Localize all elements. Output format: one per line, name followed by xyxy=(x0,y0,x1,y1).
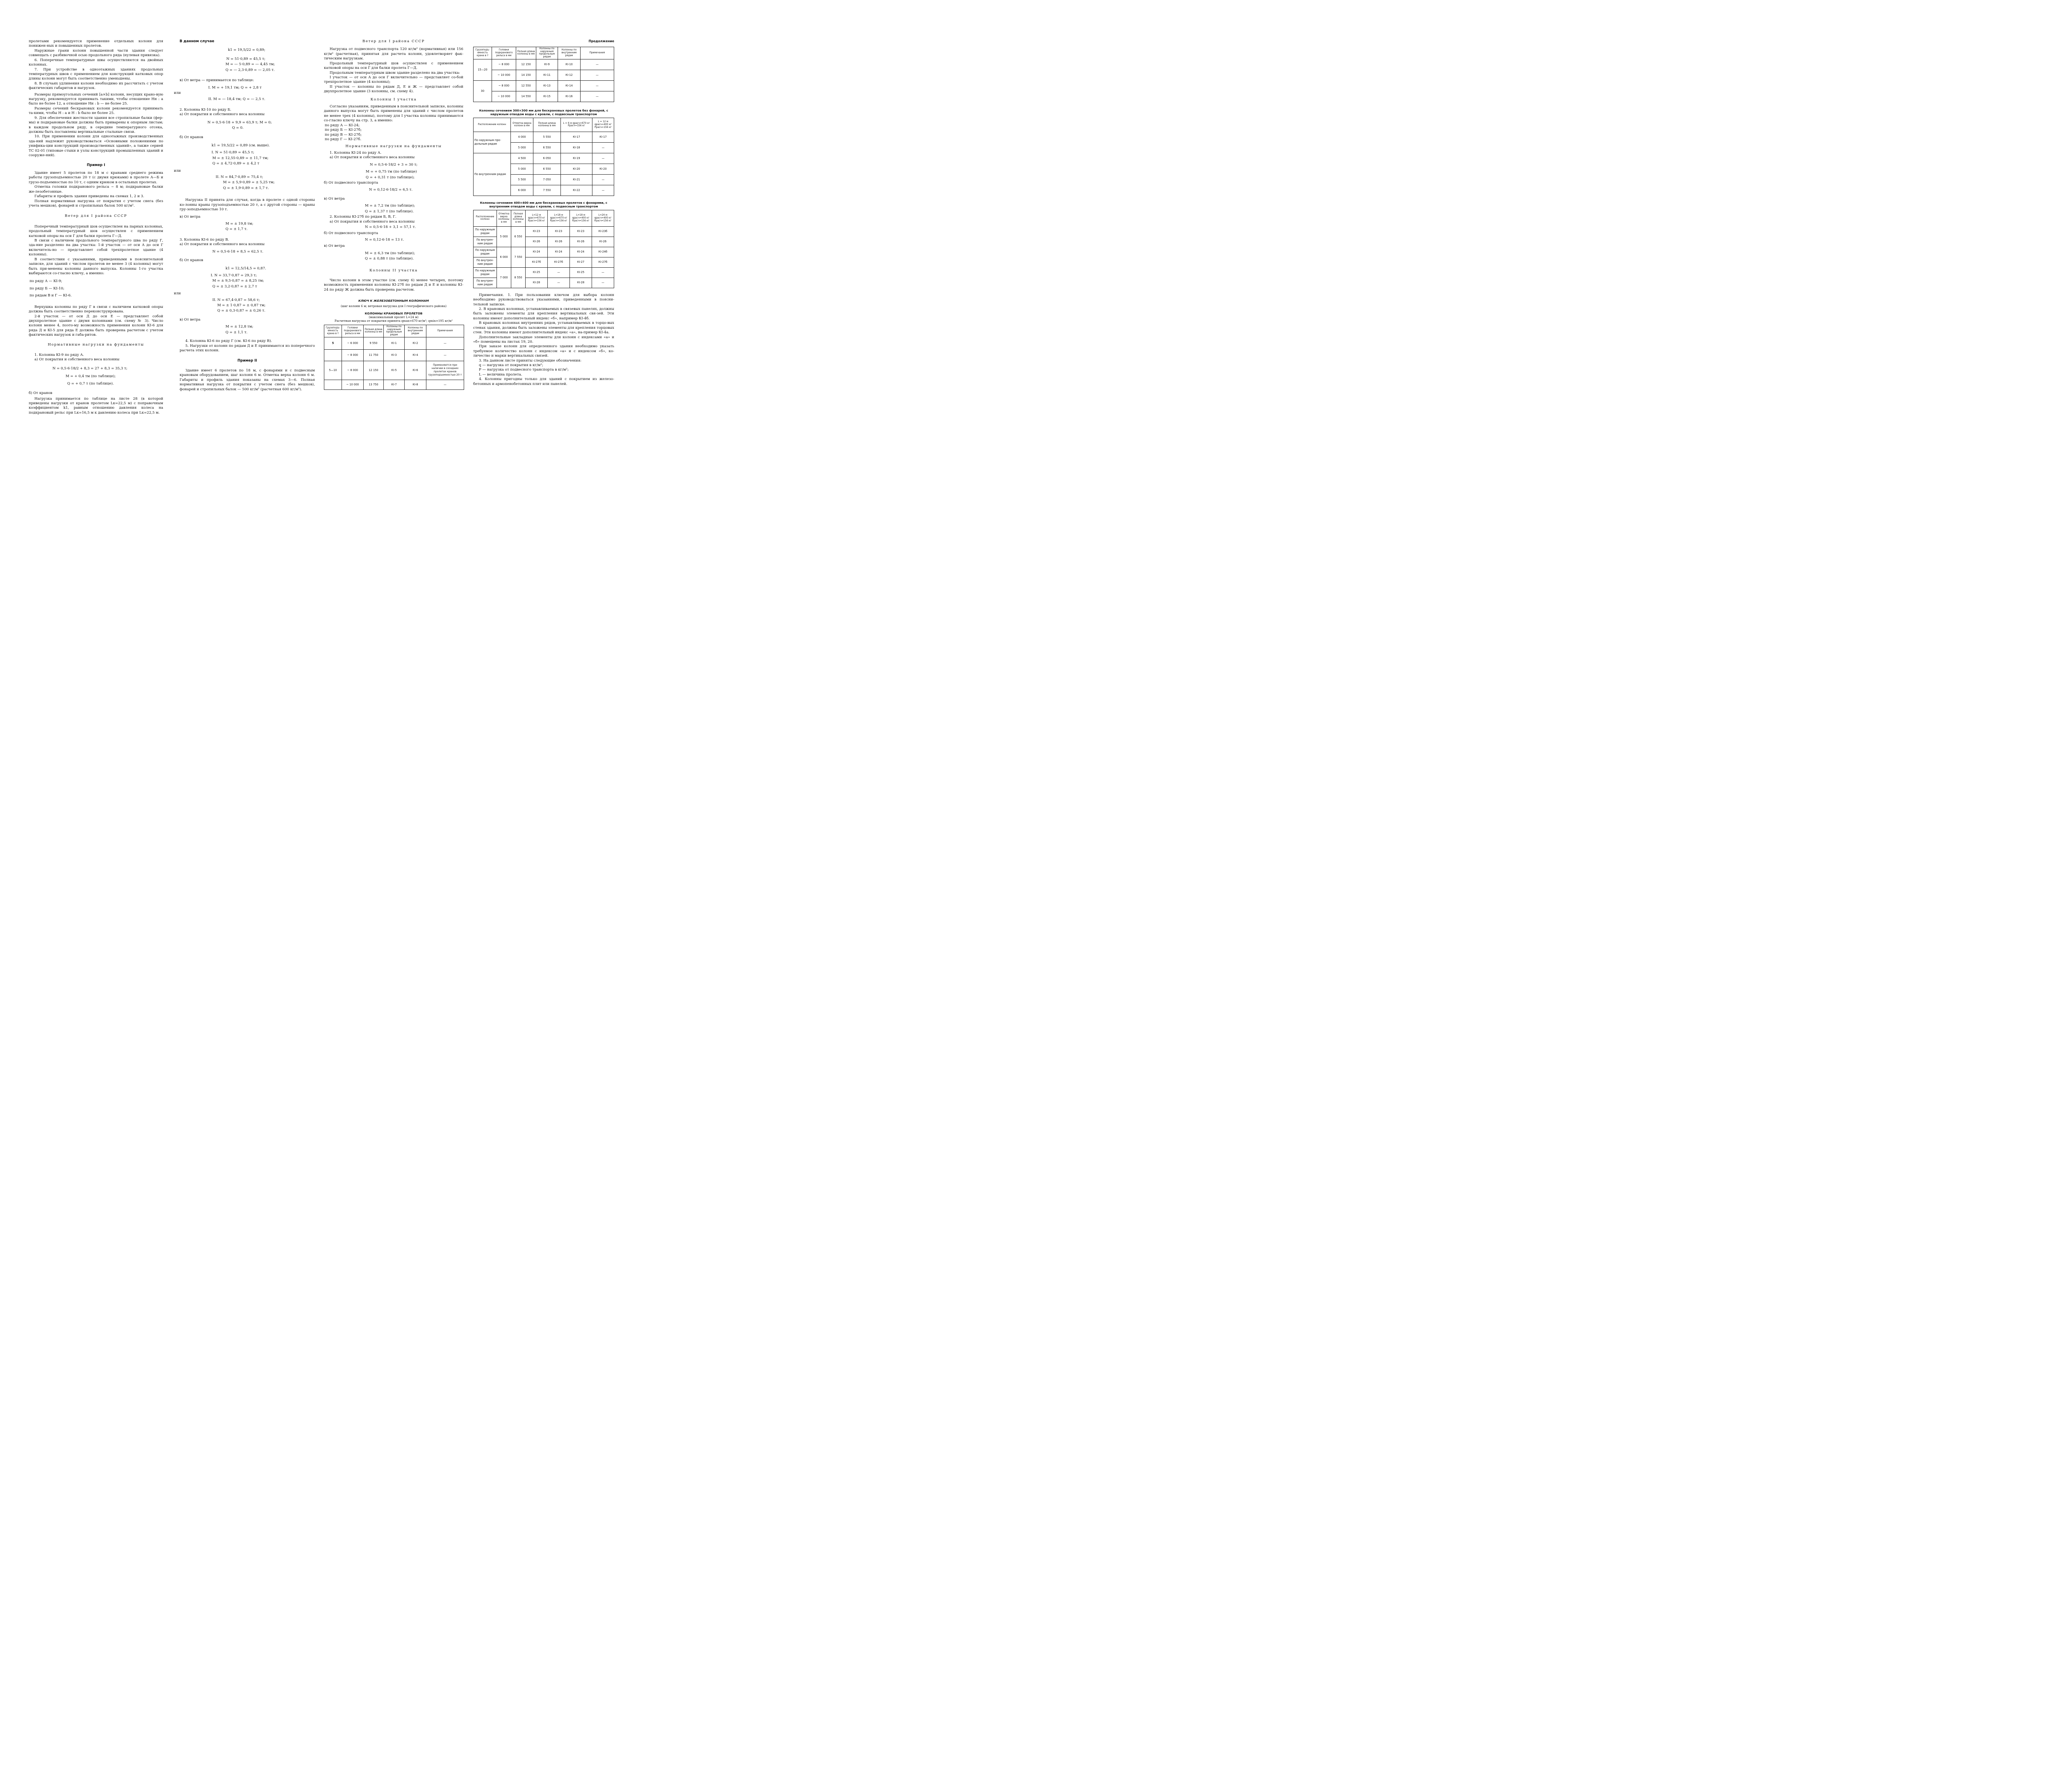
column-1 xyxy=(29,39,163,415)
paragraph: 6. Поперечные температурные швы осуществляются на двойных колоннах. xyxy=(29,58,163,67)
table-cell: По наружным про-дольным рядам xyxy=(474,132,511,153)
column-header: Отметка верха колонн в мм xyxy=(511,118,533,132)
table-row xyxy=(474,59,614,70)
table-cell: 14 150 xyxy=(516,70,536,80)
note: 4. Колонны пригодны только для зданий с покрытием из железо-бетонных и армопенобетонных плит или панелей. xyxy=(473,377,614,386)
column-header: Колонны по внутренним рядам xyxy=(405,325,426,337)
table-cell: КI-6 xyxy=(405,361,426,380)
table-cell: 15—20 xyxy=(474,59,492,80)
table-cell: — xyxy=(581,80,614,91)
table-cell: КI-26 xyxy=(526,237,548,247)
sub-heading: б) От подвесного транспорта xyxy=(324,180,378,185)
table-cell: ~ 8 000 xyxy=(492,59,516,70)
column-header: Головки подкранового рельса в мм xyxy=(492,47,516,59)
table-cell: 6 000 xyxy=(511,185,533,196)
table-cell: ~ 8 000 xyxy=(342,349,364,361)
sub-heading: б) От кранов xyxy=(180,135,203,140)
table-cell: — xyxy=(592,142,614,153)
formula: Q = ± 4,72·0,89 = ± 4,2 т xyxy=(212,162,260,166)
table-cell: КI-20 xyxy=(592,164,614,174)
wind-heading: Ветер для I района СССР xyxy=(65,214,127,219)
table-cell: — xyxy=(592,267,614,278)
or-label: или xyxy=(174,91,181,95)
or-label: или xyxy=(174,168,181,173)
table-cell xyxy=(324,349,342,361)
table-cell: КI-26 xyxy=(592,237,614,247)
column-header: Головки подкранового рельса в мм xyxy=(342,325,364,337)
table-cell: 5 000 xyxy=(511,164,533,174)
column-2 xyxy=(174,39,315,392)
sub-heading: б) От кранов xyxy=(180,258,203,263)
formula: M = + 0,75 тм (по таблице) xyxy=(366,170,417,174)
formula: Q = 0. xyxy=(232,126,244,130)
row-assignment: по ряду Б — КI-10; xyxy=(30,286,64,291)
table-row xyxy=(474,70,614,80)
table-cell: По внутрен-ним рядам xyxy=(474,278,497,288)
table-cell: КI-27б xyxy=(526,257,548,267)
formula: I. N = 33,7·0,87 = 29,3 т; xyxy=(211,273,257,278)
table-cell: КI-24б xyxy=(592,247,614,257)
row-assignment: по ряду А — КI-9; xyxy=(30,279,62,284)
note: Дополнительные закладные элементы для колонн с индексами «а» и «б» помещены на листах 19, 20. xyxy=(473,335,614,344)
table-caption: Колонны сечением 400×400 мм для бескрановых пролетов с фонарями, с внутренним отводом воды с кровли, с подвесным транспортом xyxy=(480,200,608,208)
table-row xyxy=(474,153,614,164)
table-cell: — xyxy=(592,153,614,164)
column-header: L = 12 м qрасч=400 кг Pрасч=156 кг xyxy=(592,118,614,132)
column-header: Примечания xyxy=(426,325,464,337)
paragraph: II участок — колонны по рядам Д, Е и Ж — представляет собой двухпролетное здание (3 колонны, см. схему 4). xyxy=(324,84,463,94)
table-cell: КI-28 xyxy=(570,278,592,288)
sub-heading: в) От ветра xyxy=(180,317,200,322)
table-cell: КI-7 xyxy=(384,380,405,389)
paragraph: 5. Нагрузки от колонн по рядам Д и Е принимаются из поперечного расчета этих колонн. xyxy=(180,344,315,353)
table-cell: 5—10 xyxy=(324,361,342,380)
table-cell: ~ 10 000 xyxy=(492,70,516,80)
craneless-400-table xyxy=(473,210,614,288)
paragraph: I участок — от оси А до оси Г включительно — представляет со-бой трехпролетное здание (4 колонны); xyxy=(324,75,463,84)
column-header: L = 6 м qрасч=670 кг Pрасч=156 кг xyxy=(561,118,592,132)
table-cell: КI-1 xyxy=(384,337,405,349)
formula: Q = ± 1,7 т. xyxy=(226,227,248,232)
wind-heading: Ветер для I района СССР xyxy=(362,39,425,43)
paragraph: Полная нормативная нагрузка от покрытия с учетом снега (без учета мешков), фонарей и стропильных балок 500 кг/м². xyxy=(29,199,163,208)
column-header: Колонны по внутренним рядам xyxy=(558,47,581,59)
crane-table-title: КОЛОННЫ КРАНОВЫХ ПРОЛЕТОВ xyxy=(364,311,423,315)
table-cell: КI-8 xyxy=(405,380,426,389)
paragraph: 1. Колонна КI-24 по ряду А. xyxy=(330,150,382,155)
paragraph: Отметка головки подкранового рельса ~ 8 м; подкрановые балки же-лезобетонные. xyxy=(29,185,163,194)
formula: Q = — 2,3·0,89 = — 2,05 т. xyxy=(226,68,275,72)
table-cell: ~ 10 000 xyxy=(492,91,516,102)
table-cell: 6 000 xyxy=(497,247,511,267)
table-cell: КI-28 xyxy=(526,278,548,288)
table-cell: КI-23б xyxy=(592,226,614,237)
table-cell: КI-12 xyxy=(558,70,581,80)
paragraph: а) От покрытия и собственного веса колонны xyxy=(34,357,120,362)
table-row xyxy=(324,349,464,361)
formula: M = — 5·0,89 = — 4,45 тм; xyxy=(226,62,275,67)
formula: N = 0,5·6·18 + 3,1 = 57,1 т. xyxy=(365,225,416,229)
table-cell: КI-27б xyxy=(592,257,614,267)
row-assignment: по ряду А — КI-24; xyxy=(325,123,360,128)
formula: N = 0,5·6·18/2 + 3 = 30 т; xyxy=(370,162,418,167)
note: L — величина пролета. xyxy=(479,372,522,377)
table-row xyxy=(474,257,614,267)
table-cell: КI-4 xyxy=(405,349,426,361)
table-row xyxy=(474,267,614,278)
table-cell: По внутрен-ним рядам xyxy=(474,237,497,247)
column-header: L=18 м qрасч=400 кг Pрасч=156 кг xyxy=(570,210,592,226)
row-assignment: по ряду В — КI-27б; xyxy=(325,132,362,137)
table-cell: КI-24 xyxy=(570,247,592,257)
note: При заказе колонн для определенного здания необходимо указать требуемое количество колонн с индексом «а» и с индексом «б», ко-личество и марки вертикальных связей. xyxy=(473,344,614,358)
table-cell: — xyxy=(592,185,614,196)
formula: I. N = 51·0,89 = 45,5 т; xyxy=(212,150,255,155)
formula: Q = ± 1,1 т. xyxy=(226,330,248,335)
paragraph: Размеры прямоугольных сечений [a×b] колонн, несущих крано-вую нагрузку, рекомендуется принимать такими, чтобы отношение Hн : a было не более 12, а отношение Hн : b — не более 25. xyxy=(29,92,163,106)
paragraph: 7. При устройстве в одноэтажных зданиях продольных температурных швов с применением для конструкций катковых опор длины колонн могут быть соответственно уменьшены. xyxy=(29,67,163,81)
column-header: Полная длина колонны в мм xyxy=(511,210,526,226)
sub-heading: 2. Колонна КI-10 по ряду Б. xyxy=(180,107,231,112)
table-row xyxy=(474,132,614,142)
note: q — нагрузка от покрытия в кг/м²; xyxy=(479,363,543,368)
column-header: Колонны по наружным продольным рядам xyxy=(384,325,405,337)
table-cell: 8 550 xyxy=(511,267,526,288)
table-cell: 6 550 xyxy=(533,142,561,153)
note: P — нагрузка от подвесного транспорта в кг/м²; xyxy=(479,368,569,372)
example-2-heading: Пример II xyxy=(237,359,257,363)
table-cell: КI-23 xyxy=(526,226,548,237)
table-cell xyxy=(324,380,342,389)
table-cell: Применяются при наличии в соседних пролетах кранов грузоподъемностью 20 т xyxy=(426,361,464,380)
paragraph: 4. Колонна КI-6 по ряду Г (см. КI-6 по ряду В). xyxy=(185,339,272,344)
table-cell: 5 550 xyxy=(533,132,561,142)
formula: N = 0,12·6·18 = 13 т. xyxy=(365,237,404,242)
paragraph: а) От покрытия и собственного веса колонны xyxy=(330,155,415,160)
paragraph: Продольным температурным швом здание разделено на два участка: xyxy=(330,71,460,75)
formula: II. N = 67,4·0,87 = 58,6 т; xyxy=(212,298,260,302)
table-row xyxy=(324,361,464,380)
table-cell: ~ 10 000 xyxy=(342,380,364,389)
table-cell: ~ 8 000 xyxy=(492,80,516,91)
table-cell: — xyxy=(592,278,614,288)
craneless-300-table xyxy=(473,118,614,196)
formula: M = ± 7,2 тм (по таблице); xyxy=(365,204,415,208)
table-cell: КI-13 xyxy=(536,80,558,91)
table-cell: КI-17 xyxy=(561,132,592,142)
paragraph: Размеры сечений бескрановых колонн рекомендуется принимать та-кими, чтобы H : a и H : b было не более 25. xyxy=(29,106,163,116)
paragraph: В связи с наличием продольного температурного шва по ряду Г, зда-ние разделено на два участка: 1-й участок — от оси А до оси Г включитель-но — представляет собой трехпролетное здание (4 колонны). xyxy=(29,239,163,257)
paragraph: 2. Колонны КI-27б по рядам Б, В, Г. xyxy=(330,215,396,219)
section-heading: Колонны II участка xyxy=(369,269,418,273)
formula: M = ± 5,9·0,89 = ± 5,25 тм; xyxy=(223,180,275,185)
table-cell: По наружным рядам xyxy=(474,247,497,257)
table-cell: 7 000 xyxy=(497,267,511,288)
table-cell: КI-26 xyxy=(570,237,592,247)
table-row xyxy=(474,91,614,102)
column-header: Грузоподъ-емность крана в т xyxy=(474,47,492,59)
table-cell: КI-10 xyxy=(558,59,581,70)
sub-heading: в) От ветра xyxy=(324,196,345,201)
table-cell: ~ 8 000 xyxy=(342,361,364,380)
paragraph: 2-й участок — от оси Д до оси Е — представляет собой двухпролетное здание с двумя колоннами (см. схему № 3). Число колонн менее 4, поэто-му возможность применения колонн КI-6 для ряда Д и КI-5 для ряда Е должна быть проверена расчетом с учетом фактических нагрузок и габа-ритов. xyxy=(29,314,163,337)
table-cell: — xyxy=(581,59,614,70)
table-row xyxy=(474,237,614,247)
formula: k1 = 12,5/14,5 = 0,87. xyxy=(226,266,266,271)
example-1-heading: Пример I xyxy=(87,163,105,167)
formula: N = 0,5·6·18 + 8,5 = 62,5 т. xyxy=(212,249,264,254)
paragraph: Здание имеет 5 пролетов по 18 м с кранами среднего режима работы грузоподъемностью 20 т (с двумя крюками) в пролете А—Б и грузо-подъемностью по 10 т, с одним крюком в остальных пролетах. xyxy=(29,171,163,184)
table-cell: — xyxy=(581,91,614,102)
formula: M = ± 1·0,87 = ± 0,87 тм; xyxy=(217,303,266,308)
column-4 xyxy=(473,39,614,387)
note: 3. На данном листе приняты следующие обозначения: xyxy=(479,358,582,363)
table-cell: КI-16 xyxy=(558,91,581,102)
table-cell: КI-21 xyxy=(561,174,592,185)
formula: Q = + 0,31 т (по таблице); xyxy=(366,175,415,180)
row-assignment: по ряду Г — КI-27б. xyxy=(325,137,362,142)
table-cell: КI-5 xyxy=(384,361,405,380)
key-subtitle: (шаг колонн 6 м; ветровая нагрузка для I географического района) xyxy=(340,304,447,308)
table-cell: 13 750 xyxy=(364,380,384,389)
table-cell: КI-11 xyxy=(536,70,558,80)
column-header: Грузоподъ-емность крана в т xyxy=(324,325,342,337)
table-cell: 5 500 xyxy=(511,174,533,185)
paragraph: Наружные грани колонн повышенной части здания следует совмещать с разбивочной осью продольного ряда (нулевая привязка). xyxy=(29,48,163,58)
column-header: Полная длина колонны в мм xyxy=(533,118,561,132)
column-header: L=24 м qрасч=400 кг Pрасч=156 кг xyxy=(592,210,614,226)
column-header: L=18 м qрасч=670 кг Pрасч=156 кг xyxy=(548,210,570,226)
crane-columns-table xyxy=(324,325,464,390)
table-cell: КI-23 xyxy=(548,226,570,237)
table-cell: 9 550 xyxy=(364,337,384,349)
table-cell: — xyxy=(548,278,570,288)
table-cell: КI-24 xyxy=(548,247,570,257)
table-cell: КI-2 xyxy=(405,337,426,349)
table-cell: 12 550 xyxy=(516,80,536,91)
sub-heading: а) От покрытия и собственного веса колонны xyxy=(180,112,265,117)
sub-heading: б) От кранов xyxy=(29,391,52,396)
paragraph: пролетами рекомендуется применение отдельных колонн для понижен-ных и повышенных пролетов. xyxy=(29,39,163,48)
table-cell: По наружным рядам xyxy=(474,226,497,237)
note: В крановых колоннах внутренних рядов, устанавливаемых в торцо-вых стенах здания, должны быть заложены элементы для крепления торцовых стен. Эти колонны имеют дополнительный индекс «а», на-пример КI-4а. xyxy=(473,321,614,335)
table-cell: КI-20 xyxy=(561,164,592,174)
table-cell: ~ 6 000 xyxy=(342,337,364,349)
formula: I. M = + 19,1 тм; Q = + 2,8 т xyxy=(208,85,262,90)
case-label: В данном случае xyxy=(180,39,214,43)
table-cell: КI-23 xyxy=(570,226,592,237)
table-cell: КI-19 xyxy=(561,153,592,164)
sub-heading: 3. Колонна КI-6 по ряду В. xyxy=(180,237,229,242)
table-cell: КI-27 xyxy=(570,257,592,267)
column-header: Расположение колонн xyxy=(474,210,497,226)
paragraph: 8. В случаях удлинения колонн необходимо их рассчитать с учетом фактических габаритов и нагрузок. xyxy=(29,81,163,91)
table-cell: 5 xyxy=(324,337,342,349)
paragraph: а) От покрытия и собственного веса колонны xyxy=(330,219,415,224)
table-cell: 30 xyxy=(474,80,492,102)
table-cell: 4 500 xyxy=(511,153,533,164)
paragraph: 10. При применении колонн для одноэтажных производственных зда-ний надлежит руководствоваться «Основными положениями по унифика-ции конструкций производственных зданий», а также серией ТС 02-01 (типовые стыки и узлы конструкций промышленных зданий и сооруже-ний). xyxy=(29,134,163,158)
table-cell: КI-17 xyxy=(592,132,614,142)
sub-heading: б) От подвесного транспорта xyxy=(324,231,378,236)
table-cell: КI-9 xyxy=(536,59,558,70)
sub-heading: в) От ветра xyxy=(180,214,200,219)
formula: k1 = 19,5/22 = 0,89; xyxy=(228,48,265,52)
table-row xyxy=(474,80,614,91)
paragraph: Поперечный температурный шов осуществлен на парных колоннах, продольный температурный шов осуществлен с применением катковой опоры на оси Г для балки пролета Г—Д. xyxy=(29,224,163,238)
table-cell: КI-25 xyxy=(570,267,592,278)
paragraph: 1. Колонна КI-9 по ряду А. xyxy=(34,353,84,357)
table-cell: — xyxy=(592,174,614,185)
table-cell: По внутренним рядам xyxy=(474,153,511,196)
or-label: или xyxy=(174,291,181,296)
table-cell: По внутрен-ним рядам xyxy=(474,257,497,267)
row-assignment: по ряду Б — КI-27б; xyxy=(325,128,362,132)
key-title: КЛЮЧ К ЖЕЛЕЗОБЕТОННЫМ КОЛОННАМ xyxy=(358,299,429,303)
table-row xyxy=(324,337,464,349)
paragraph: Нагрузка принимается по таблице на листе 28 (в которой приведены нагрузки от кранов пролетом Lк=22,5 м) с поправочным коэффициентом k1, равным отношению давления колеса на подкрановый рельс при Lк=16,5 м к давлению колеса при Lк=22,5 м. xyxy=(29,396,163,415)
formula: Q = ± 0,88 т (по таблице). xyxy=(365,257,414,261)
formula: M = ± 9,5·0,87 = ± 8,25 тм; xyxy=(212,279,264,283)
table-caption: Колонны сечением 300×300 мм для бескрановых пролетов без фонарей, с наружным отводом воды с кровли, с подвесным транспортом xyxy=(479,108,608,116)
formula: Q = ± 0,3·0,87 = ± 0,26 т. xyxy=(217,309,266,313)
table-row xyxy=(474,247,614,257)
formula: Q = ± 3,2·0,87 = ± 2,7 т xyxy=(212,284,257,289)
table-cell: 7 550 xyxy=(533,185,561,196)
table-cell: 4 000 xyxy=(511,132,533,142)
notes-block xyxy=(473,293,614,387)
paragraph: В соответствии с указаниями, приведенными в пояснительной записке, для зданий с числом пролетов не менее 3 (4 колонны) могут быть при-менены колонны данного выпуска. Колонны 1-го участка выбираются со-гласно ключу, а именно: xyxy=(29,257,163,276)
paragraph: 9. Для обеспечения жесткости здания все стропильные балки (фер-мы) и подкрановые балки должны быть приварены к опорным листам; в каждом продольном ряду, в середине температурного отсека, должны быть поставлены вертикальные стальные связи. xyxy=(29,116,163,134)
row-assignment: по рядам В и Г — КI-6. xyxy=(30,294,72,298)
table-cell: КI-3 xyxy=(384,349,405,361)
paragraph: Верхушка колонны по ряду Г в связи с наличием катковой опоры должна быть соответственно переконструирована. xyxy=(29,305,163,314)
formula: N = 0,5·6·18 + 9,9 = 63,9 т; M = 0; xyxy=(207,120,272,125)
norm-loads-heading: Нормативные нагрузки на фундаменты xyxy=(345,144,442,149)
note: 2. В крановых колоннах, устанавливаемых в связевых панелях, должны быть заложены элементы для крепления вертикальных свя-зей. Эти колонны имеют дополнительный индекс «б», например КI-4б. xyxy=(473,307,614,321)
table-cell: 5 000 xyxy=(497,226,511,247)
table-cell: КI-25 xyxy=(526,267,548,278)
section-heading: Колонны I участка xyxy=(370,97,417,102)
sub-heading: а) От покрытия и собственного веса колонны xyxy=(180,242,265,247)
column-header: L=12 м qрасч=670 кг Pрасч=156 кг xyxy=(526,210,548,226)
paragraph: Число колонн в этом участке (см. схему 6) менее четырех, поэтому возможность применения колонны КI-27б по рядам Д и Е и колонны КI-24 по ряду Ж должна быть проверена расчетом. xyxy=(324,278,463,292)
paragraph: Габариты и профиль здания приведены на схемах 1, 2 и 3. xyxy=(34,194,144,199)
formula: M = ± 12,55·0,89 = ± 11,7 тм; xyxy=(212,156,269,160)
crane-table-subtitle: Расчетная нагрузка от покрытия принята qmax=670 кг/м²; qmin=195 кг/м² xyxy=(335,319,453,323)
formula: Q = ± 1,37 т (по таблице). xyxy=(365,209,414,214)
column-header: Расположение колонн xyxy=(474,118,511,132)
table-cell: 7 050 xyxy=(533,174,561,185)
table-cell: 5 000 xyxy=(511,142,533,153)
column-header: Колонны по наружным продольным рядам xyxy=(536,47,558,59)
crane-table-subtitle: (максимальный пролет L=24 м) xyxy=(369,315,419,319)
table-cell: 11 750 xyxy=(364,349,384,361)
column-3 xyxy=(324,39,463,390)
paragraph: Нагрузка II принята для случая, когда в пролете с одной стороны ко-лонны краны грузоподъемностью 20 т, а с другой стороны — краны гру-зоподъемностью 10 т. xyxy=(180,198,315,212)
table-row xyxy=(474,278,614,288)
table-cell: КI-18 xyxy=(561,142,592,153)
formula: M = ± 12,8 тм; xyxy=(226,325,253,329)
table-cell: 12 150 xyxy=(364,361,384,380)
column-header: Полная длина колонны в мм xyxy=(364,325,384,337)
table-cell: 12 150 xyxy=(516,59,536,70)
crane-columns-table-continued xyxy=(473,47,614,102)
table-cell: 6 550 xyxy=(511,226,526,247)
table-cell: КI-15 xyxy=(536,91,558,102)
formula: M = ± 6,3 тм (по таблице); xyxy=(365,251,415,255)
column-header: Полная длина колонны в мм xyxy=(516,47,536,59)
table-cell: — xyxy=(548,267,570,278)
norm-loads-heading: Нормативные нагрузки на фундаменты xyxy=(48,342,144,347)
table-row xyxy=(324,380,464,389)
table-cell: КI-26 xyxy=(548,237,570,247)
formula: k1 = 19,5/22 = 0,89 (см. выше). xyxy=(212,143,270,148)
formula: II. N = 84,7·0,89 = 75,4 т; xyxy=(216,175,263,180)
formula: Q = + 0,7 т (по таблице). xyxy=(67,381,114,386)
column-header: Примечания xyxy=(581,47,614,59)
table-cell: — xyxy=(426,349,464,361)
table-cell: 7 550 xyxy=(511,247,526,267)
table-cell: 6 050 xyxy=(533,153,561,164)
table-cell: КI-24 xyxy=(526,247,548,257)
continuation-label: Продолжение xyxy=(588,39,614,43)
table-cell: КI-14 xyxy=(558,80,581,91)
formula: M = ± 19,8 тм; xyxy=(226,221,253,226)
note: Примечания. 1. При пользовании ключом для выбора колонн необходимо руководствоваться указаниями, приведенными в поясни-тельной записке. xyxy=(473,293,614,307)
formula: II. M = — 18,4 тм; Q = — 2,5 т. xyxy=(208,97,265,102)
formula: Q = ± 1,9·0,89 = ± 1,7 т. xyxy=(223,186,269,190)
table-cell: По наружным рядам xyxy=(474,267,497,278)
table-cell: — xyxy=(426,337,464,349)
paragraph: Нагрузка от подвесного транспорта 120 кг/м² (нормативная) или 156 кг/м² (расчетная), принятая для расчета колонн, удовлетворяет фак-тическим нагрузкам. xyxy=(324,47,463,61)
paragraph: Продольный температурный шов осуществлен с применением катковой опоры на оси Г для балки пролета Г—Д. xyxy=(324,61,463,71)
table-cell: 6 550 xyxy=(533,164,561,174)
paragraph: Согласно указаниям, приведенным в пояснительной записке, колонны данного выпуска могут быть применены для зданий с числом пролетов не менее трех (4 колонны), поэтому для I участка колонны принимаются со-гласно ключу на стр. 3, а именно: xyxy=(324,105,463,123)
column-header: Отметка верха колонны в мм xyxy=(497,210,511,226)
table-cell: — xyxy=(581,70,614,80)
formula: M = + 0,4 тм (по таблице); xyxy=(66,374,116,379)
table-row xyxy=(474,226,614,237)
formula: N = 51·0,89 = 45,5 т; xyxy=(226,57,266,61)
formula: N = 0,5·6·18/2 + 8,3 = 27 + 8,3 = 35,3 т; xyxy=(52,366,128,371)
formula: N = 0,12·6·18/2 = 6,5 т. xyxy=(369,188,413,192)
sub-heading: в) От ветра xyxy=(324,244,345,248)
table-cell: КI-22 xyxy=(561,185,592,196)
table-cell: КI-27б xyxy=(548,257,570,267)
sub-heading: в) От ветра — принимается по таблице: xyxy=(180,78,254,83)
paragraph: Здание имеет 6 пролетов по 18 м, с фонарями и с подвесным крановым оборудованием, шаг колонн 6 м. Отметка верха колонн 6 м. Габариты и профиль здания показаны на схемах 3—6. Полная нормативная нагрузка от покрытия с учетом снега (без мешков), фонарей и стропильных балок — 500 кг/м² (расчетная 600 кг/м²). xyxy=(180,368,315,392)
table-cell: 14 550 xyxy=(516,91,536,102)
table-cell: — xyxy=(426,380,464,389)
